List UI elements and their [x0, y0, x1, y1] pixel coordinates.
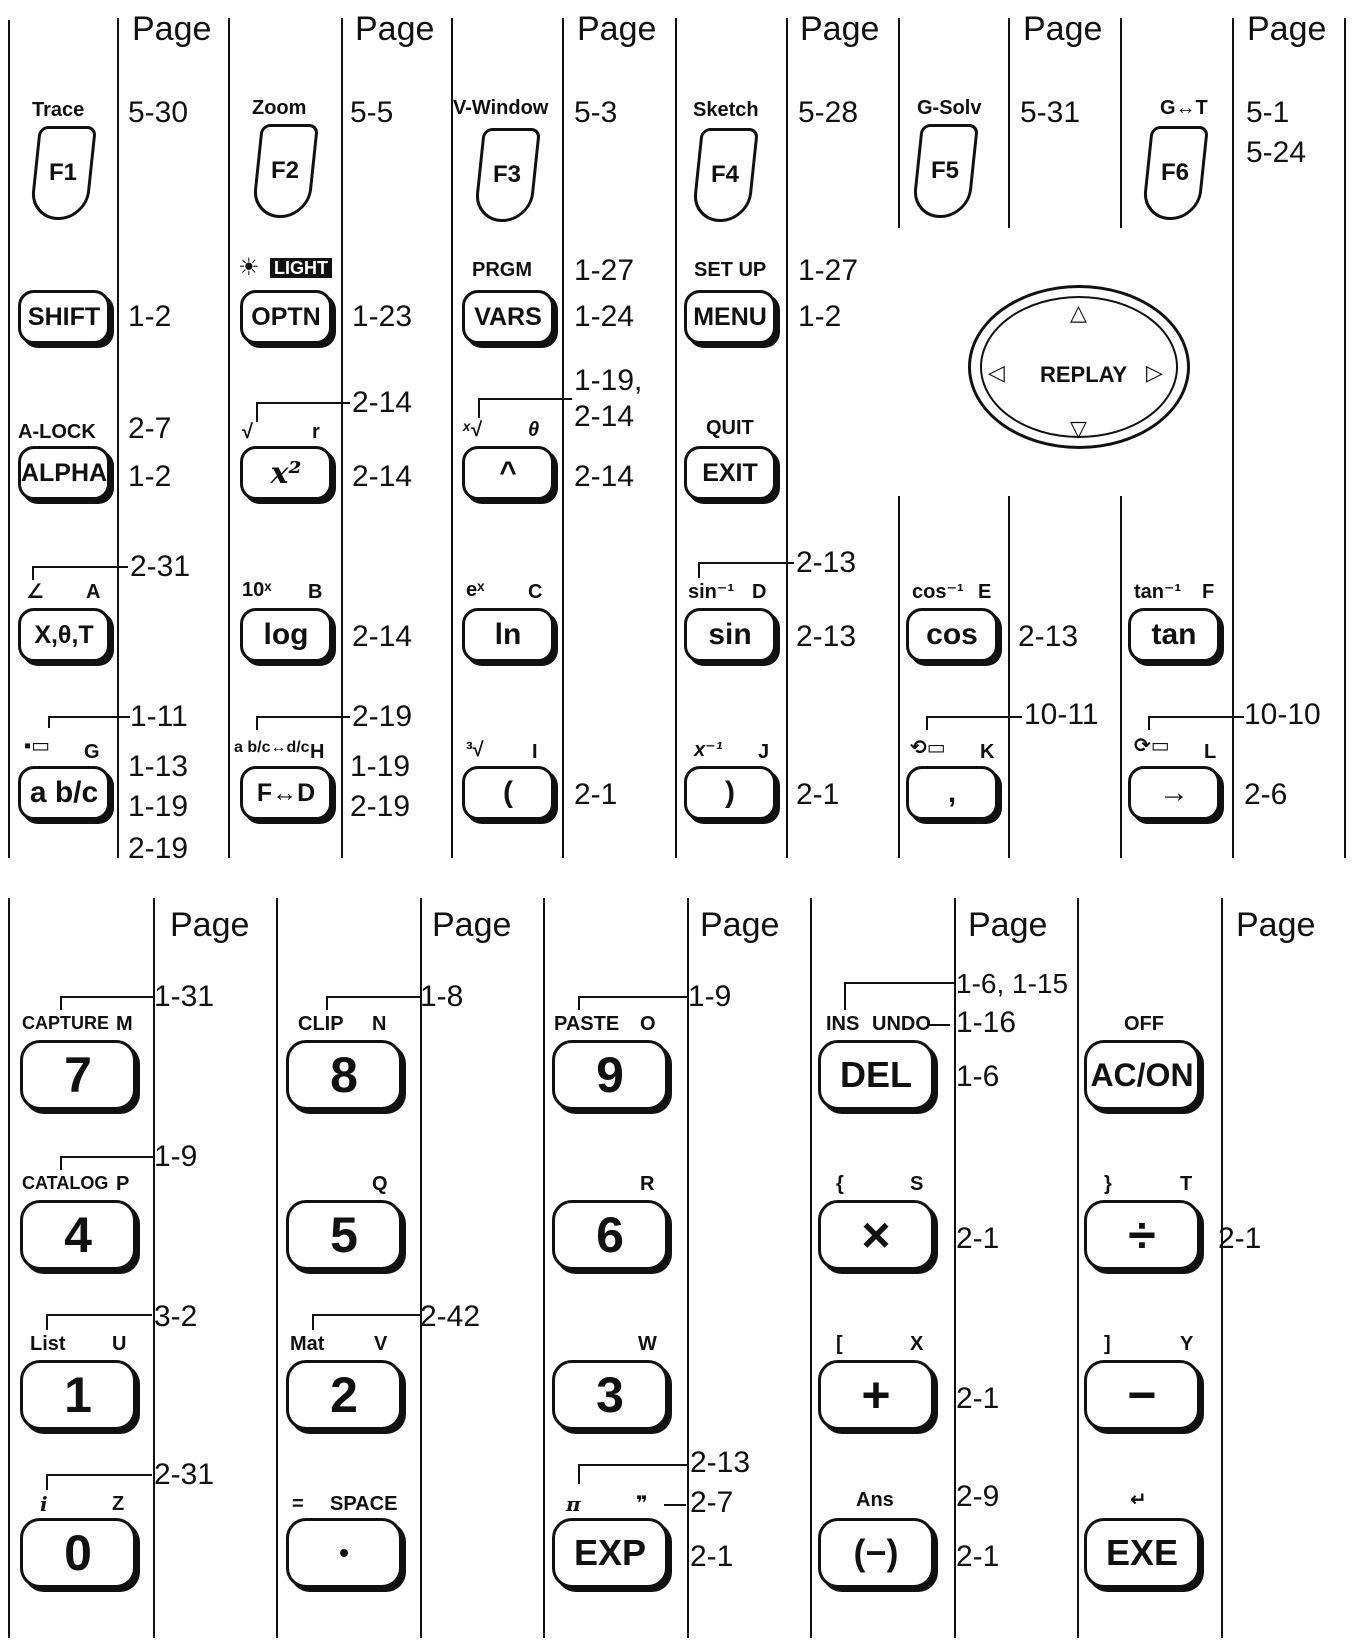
page-header: Page [700, 906, 780, 944]
plus-key[interactable]: + [818, 1360, 934, 1430]
ref: 2-14 [352, 460, 413, 493]
capture-label: CAPTURE [22, 1013, 110, 1033]
e-label: E [978, 581, 992, 603]
n-label: N [372, 1013, 387, 1035]
ref: 3-2 [154, 1300, 198, 1333]
b-label: B [308, 581, 323, 603]
page-header: Page [355, 10, 435, 48]
ten-pow-label: 10ˣ [242, 579, 272, 601]
cos-key[interactable]: cos [906, 608, 998, 662]
left-brace-label: { [836, 1173, 844, 1195]
optn-key[interactable]: OPTN [240, 290, 332, 344]
ref: 5-31 [1020, 96, 1081, 129]
seven-key[interactable]: 7 [20, 1040, 136, 1110]
ref: 2-19 [350, 790, 411, 823]
c-label: C [528, 581, 543, 603]
a-label: A [86, 581, 101, 603]
zoom-label: Zoom [252, 97, 307, 119]
x-squared-key[interactable]: x² [240, 446, 332, 500]
exit-key[interactable]: EXIT [684, 446, 776, 500]
exe-key[interactable]: EXE [1084, 1518, 1200, 1588]
del-key[interactable]: DEL [818, 1040, 934, 1110]
ref: 1-11 [130, 700, 188, 733]
sqrt-label: √ [242, 421, 253, 443]
power-key[interactable]: ^ [462, 446, 554, 500]
ref: 1-19 [128, 790, 189, 823]
alock-label: A-LOCK [18, 421, 96, 443]
atan-label: tan⁻¹ [1134, 581, 1182, 603]
h-label: H [310, 741, 325, 763]
page-header: Page [800, 10, 880, 48]
asin-label: sin⁻¹ [688, 581, 735, 603]
w-label: W [638, 1333, 657, 1355]
setup-label: SET UP [694, 259, 767, 281]
ref: 2-31 [130, 550, 191, 583]
ref: 2-19 [352, 700, 413, 733]
page-header: Page [577, 10, 657, 48]
ref: 1-27 [798, 254, 859, 287]
rotate-icon: ⟳▭ [1134, 735, 1170, 757]
ref: 2-31 [154, 1458, 215, 1491]
ref: 1-23 [352, 300, 413, 333]
r-label: R [640, 1173, 655, 1195]
page-header: Page [432, 906, 512, 944]
store-arrow-key[interactable]: → [1128, 766, 1220, 820]
theta-label: θ [528, 419, 540, 441]
eight-key[interactable]: 8 [286, 1040, 402, 1110]
m-label: M [116, 1013, 133, 1035]
q-label: Q [372, 1173, 388, 1195]
gt-label: G↔T [1160, 97, 1208, 119]
f3-key[interactable]: F3 [473, 128, 541, 222]
down-arrow-icon[interactable]: ▽ [1070, 416, 1087, 441]
t-label: T [1180, 1173, 1193, 1195]
cube-root-label: ³√ [466, 739, 484, 761]
decimal-point-key[interactable]: • [286, 1518, 402, 1588]
imaginary-label: i [40, 1492, 48, 1516]
ref: 2-1 [1218, 1222, 1262, 1255]
trace-label: Trace [32, 99, 85, 121]
right-bracket-label: ] [1104, 1333, 1111, 1355]
k-label: K [980, 741, 995, 763]
d-label: D [752, 581, 767, 603]
catalog-label: CATALOG [22, 1173, 109, 1193]
ref: 1-13 [128, 750, 189, 783]
one-key[interactable]: 1 [20, 1360, 136, 1430]
list-label: List [30, 1333, 66, 1355]
ref: 2-1 [796, 778, 840, 811]
f5-key[interactable]: F5 [911, 124, 979, 218]
ref: 1-27 [574, 254, 635, 287]
z-label: Z [112, 1493, 125, 1515]
ref: 2-14 [352, 386, 413, 419]
mat-label: Mat [290, 1333, 325, 1355]
ref: 1-2 [128, 300, 172, 333]
ref: 5-3 [574, 96, 618, 129]
g-label: G [84, 741, 100, 763]
mixed-fraction-label: a b/c↔d/c [234, 739, 310, 756]
page-header: Page [968, 906, 1048, 944]
ref: 5-30 [128, 96, 189, 129]
l-label: L [1204, 741, 1217, 763]
four-key[interactable]: 4 [20, 1200, 136, 1270]
ref: 2-19 [128, 832, 189, 865]
ins-label: INS [826, 1013, 860, 1035]
comma-key[interactable]: , [906, 766, 998, 820]
page-header: Page [1236, 906, 1316, 944]
ref: 1-19 [350, 750, 411, 783]
multiply-key[interactable]: × [818, 1200, 934, 1270]
left-paren-key[interactable]: ( [462, 766, 554, 820]
three-key[interactable]: 3 [552, 1360, 668, 1430]
paste-label: PASTE [554, 1013, 620, 1035]
ref: 1-8 [420, 980, 464, 1013]
alpha-key[interactable]: ALPHA [18, 446, 110, 500]
minus-key[interactable]: − [1084, 1360, 1200, 1430]
i-label: I [532, 741, 538, 763]
s-label: S [910, 1173, 924, 1195]
r-label: r [312, 421, 320, 443]
fd-key[interactable]: F↔D [240, 766, 332, 820]
nine-key[interactable]: 9 [552, 1040, 668, 1110]
f1-key[interactable]: F1 [29, 126, 97, 220]
xthetat-key[interactable]: X,θ,T [18, 608, 110, 662]
ref: 2-9 [956, 1480, 1000, 1513]
left-arrow-icon[interactable]: ◁ [988, 360, 1005, 385]
ref: 10-11 [1024, 698, 1099, 731]
right-paren-key[interactable]: ) [684, 766, 776, 820]
f2-key[interactable]: F2 [251, 124, 319, 218]
ref: 1-16 [956, 1006, 1017, 1039]
right-arrow-icon[interactable]: ▷ [1146, 360, 1163, 385]
ref: 1-31 [154, 980, 215, 1013]
negative-key[interactable]: (−) [818, 1518, 934, 1588]
ref: 5-1 [1246, 96, 1290, 129]
clip-label: CLIP [298, 1013, 344, 1035]
v-label: V [374, 1333, 388, 1355]
six-key[interactable]: 6 [552, 1200, 668, 1270]
shift-key[interactable]: SHIFT [18, 290, 110, 344]
right-brace-label: } [1104, 1173, 1112, 1195]
ref: 2-1 [690, 1540, 734, 1573]
reciprocal-label: x⁻¹ [694, 739, 723, 761]
ref: 2-13 [1018, 620, 1079, 653]
page-header: Page [1023, 10, 1103, 48]
j-label: J [758, 741, 770, 763]
vars-key[interactable]: VARS [462, 290, 554, 344]
ref: 2-42 [420, 1300, 481, 1333]
f-label: F [1202, 581, 1215, 603]
equals-label: = [292, 1493, 304, 1515]
ref: 1-24 [574, 300, 635, 333]
ref: 2-13 [796, 546, 857, 579]
p-label: P [116, 1173, 130, 1195]
o-label: O [640, 1013, 656, 1035]
f6-key[interactable]: F6 [1141, 126, 1209, 220]
page-header: Page [132, 10, 212, 48]
ref: 2-1 [956, 1382, 1000, 1415]
replay-label: REPLAY [1040, 362, 1128, 387]
x-label: X [910, 1333, 924, 1355]
page-header: Page [1247, 10, 1327, 48]
xroot-label: ˣ√ [462, 419, 481, 441]
log-key[interactable]: log [240, 608, 332, 662]
light-label: LIGHT [270, 258, 332, 278]
ref: 5-24 [1246, 136, 1307, 169]
vwindow-label: V-Window [453, 97, 549, 119]
exp-key[interactable]: EXP [552, 1518, 668, 1588]
quote-label: ❞ [636, 1493, 648, 1515]
ref: 2-7 [128, 412, 172, 445]
pi-label: π [566, 1492, 581, 1516]
zero-key[interactable]: 0 [20, 1518, 136, 1588]
ref: 2-1 [956, 1222, 1000, 1255]
ref: 1-9 [154, 1140, 198, 1173]
left-bracket-label: [ [836, 1333, 843, 1355]
ref: 2-13 [690, 1446, 751, 1479]
sketch-label: Sketch [693, 99, 759, 121]
undo-label: UNDO [872, 1013, 931, 1035]
ref: 1-2 [798, 300, 842, 333]
light-icon: ☀ [238, 254, 260, 281]
acos-label: cos⁻¹ [912, 581, 964, 603]
ref: 2-1 [574, 778, 618, 811]
ref: 2-7 [690, 1486, 734, 1519]
ln-key[interactable]: ln [462, 608, 554, 662]
angle-label: ∠ [26, 581, 44, 603]
five-key[interactable]: 5 [286, 1200, 402, 1270]
page-header: Page [170, 906, 250, 944]
ref: 2-13 [796, 620, 857, 653]
ref: 1-9 [688, 980, 732, 1013]
fraction-convert-icon: ▪▭ [24, 735, 50, 757]
two-key[interactable]: 2 [286, 1360, 402, 1430]
e-pow-label: eˣ [466, 579, 485, 601]
space-label: SPACE [330, 1493, 398, 1515]
f4-key[interactable]: F4 [691, 128, 759, 222]
prgm-label: PRGM [472, 259, 532, 281]
tan-key[interactable]: tan [1128, 608, 1220, 662]
enter-icon: ↵ [1130, 1489, 1147, 1511]
menu-key[interactable]: MENU [684, 290, 776, 344]
off-label: OFF [1124, 1013, 1164, 1035]
up-arrow-icon[interactable]: △ [1070, 300, 1087, 325]
ref: 1-19, [574, 364, 643, 397]
ref: 1-6, 1-15 [956, 968, 1069, 999]
sin-key[interactable]: sin [684, 608, 776, 662]
ref: 2-1 [956, 1540, 1000, 1573]
ref: 10-10 [1244, 698, 1321, 731]
y-label: Y [1180, 1333, 1194, 1355]
ref: 2-6 [1244, 778, 1288, 811]
ref: 2-14 [352, 620, 413, 653]
ref: 5-5 [350, 96, 394, 129]
gsolv-label: G-Solv [917, 97, 982, 119]
ref: 2-14 [574, 400, 635, 433]
abc-key[interactable]: a b/c [18, 766, 110, 820]
ref: 1-2 [128, 460, 172, 493]
divide-key[interactable]: ÷ [1084, 1200, 1200, 1270]
rotate-icon: ⟲▭ [910, 737, 946, 759]
ref: 5-28 [798, 96, 859, 129]
ans-label: Ans [856, 1489, 894, 1511]
ac-on-key[interactable]: AC/ON [1084, 1040, 1200, 1110]
ref: 1-6 [956, 1060, 1000, 1093]
ref: 2-14 [574, 460, 635, 493]
quit-label: QUIT [706, 417, 754, 439]
u-label: U [112, 1333, 127, 1355]
